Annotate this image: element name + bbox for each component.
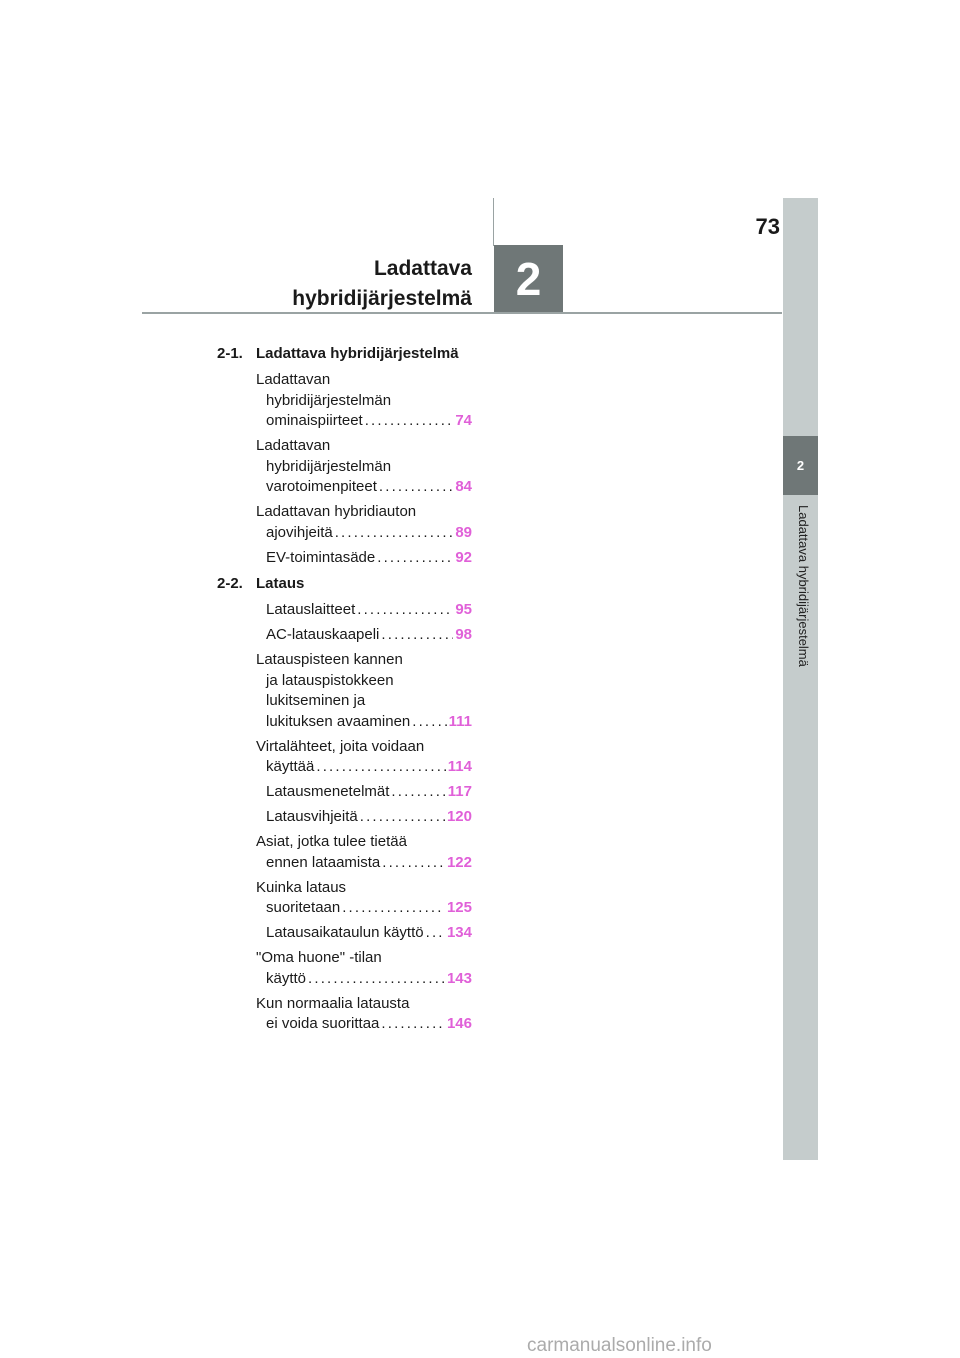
dot-leader [308,969,445,990]
toc-entry-title: Latauslaitteet [266,601,356,618]
toc-entry-line: Kun normaalia latausta [256,994,410,1012]
toc-page-link[interactable]: 120 [446,808,472,825]
toc-entry-line: lukitseminen ja [266,692,366,709]
toc-section-heading [217,344,472,364]
toc-entry-title: käyttö [266,969,307,987]
toc-entry-line: Ladattavan [256,437,331,454]
toc-entry[interactable] [256,878,472,919]
toc-entry-leader-line [266,477,472,498]
toc-page-link[interactable]: 125 [446,899,472,916]
table-of-contents [217,344,472,1041]
header-vertical-divider [493,198,494,246]
toc-page-link[interactable]: 143 [446,969,472,987]
toc-entry-title: ennen lataamista [266,853,381,871]
toc-entry-line: Kuinka lataus [256,878,347,896]
toc-entry-title: käyttää [266,758,315,775]
toc-entry-leader-line [266,411,472,432]
dot-leader [377,548,453,569]
toc-section-title: Lataus [256,575,305,592]
toc-entry-line: Asiat, jotka tulee tietää [256,833,407,850]
dot-leader [357,600,453,621]
toc-entry-leader-line [266,969,472,990]
toc-entry-leader-line [266,923,472,944]
toc-entry-title: EV-toimintasäde [266,548,376,566]
toc-entry-leader-line [266,600,472,621]
toc-entry[interactable] [256,370,472,432]
chapter-title [200,254,472,314]
toc-entry[interactable] [256,923,472,944]
toc-section [217,574,472,1035]
toc-page-link[interactable]: 89 [455,523,472,541]
toc-entry-line: hybridijärjestelmän [266,457,392,475]
side-chapter-label: Ladattava hybridijärjestelmä [796,505,811,667]
toc-entry-line: Latauspisteen kannen [256,651,403,668]
toc-entry-title: Latausmenetelmät [266,783,390,800]
toc-section-number: 2-1. [217,345,243,362]
toc-entry-line: Ladattavan [256,371,331,388]
toc-section [217,344,472,568]
toc-entry[interactable] [256,737,472,778]
toc-page-link[interactable]: 111 [448,712,472,730]
dot-leader [316,757,445,778]
toc-page-link[interactable]: 74 [455,412,472,429]
toc-entry[interactable] [256,600,472,621]
page-number: 73 [755,214,780,239]
toc-entry[interactable] [256,548,472,569]
toc-section-number: 2-2. [217,575,243,592]
toc-entry-leader-line [266,625,472,646]
toc-entry-leader-line [266,1014,472,1035]
dot-leader [382,853,445,874]
dot-leader [381,1014,445,1035]
toc-entry-title: varotoimenpiteet [266,478,377,495]
dot-leader [412,712,446,733]
dot-leader [360,807,445,828]
toc-entry-leader-line [266,548,472,569]
watermark: carmanualsonline.info [527,1335,712,1356]
toc-entry[interactable] [256,782,472,803]
toc-entry-title: ei voida suorittaa [266,1015,380,1032]
toc-entry-leader-line [266,757,472,778]
toc-entry-title: Latausvihjeitä [266,808,358,825]
toc-entry-line: "Oma huone" -tilan [256,949,382,966]
dot-leader [335,523,454,544]
dot-leader [391,782,445,803]
chapter-title-line1: Ladattava [373,257,472,280]
toc-page-link[interactable]: 98 [455,626,472,643]
toc-entry[interactable] [256,832,472,873]
dot-leader [381,625,453,646]
toc-page-link[interactable]: 84 [455,478,472,495]
toc-page-link[interactable]: 92 [455,548,472,566]
dot-leader [365,411,454,432]
dot-leader [379,477,453,498]
toc-page-link[interactable]: 117 [447,783,472,800]
dot-leader [426,923,445,944]
toc-page-link[interactable]: 122 [446,853,472,871]
toc-entry-title: Latausaikataulun käyttö [266,924,424,941]
toc-entry-line: Ladattavan hybridiauton [256,503,417,520]
toc-page-link[interactable]: 146 [446,1015,472,1032]
toc-page-link[interactable]: 134 [446,924,472,941]
toc-entry-title: ominaispiirteet [266,412,363,429]
toc-entry[interactable] [256,625,472,646]
toc-entry-line: hybridijärjestelmän [266,391,392,409]
header-divider [142,312,782,314]
toc-entry-line: Virtalähteet, joita voidaan [256,737,425,755]
toc-page-link[interactable]: 114 [447,758,472,775]
toc-entry-line: ja latauspistokkeen [266,671,394,689]
toc-entry-leader-line [266,782,472,803]
toc-entry[interactable] [256,502,472,543]
dot-leader [342,898,445,919]
toc-entry-title: ajovihjeitä [266,523,333,541]
toc-entry[interactable] [256,948,472,989]
chapter-title-line2: hybridijärjestelmä [292,287,472,310]
toc-page-link[interactable]: 95 [455,601,472,618]
toc-entry-title: suoritetaan [266,899,341,916]
toc-section-heading [217,574,472,594]
toc-section-title: Ladattava hybridijärjestelmä [256,345,459,362]
toc-entry[interactable] [256,436,472,498]
toc-entry-title: AC-latauskaapeli [266,626,380,643]
toc-entry-leader-line [266,807,472,828]
toc-entry[interactable] [256,807,472,828]
toc-entry-leader-line [266,853,472,874]
toc-entry-leader-line [266,523,472,544]
chapter-number-box: 2 [494,245,563,313]
toc-entry-title: lukituksen avaaminen [266,712,411,730]
toc-entry-leader-line [266,898,472,919]
toc-entry[interactable] [256,994,472,1035]
side-chapter-tab[interactable]: 2 [783,436,818,495]
toc-entry-leader-line [266,712,472,733]
toc-entry[interactable] [256,650,472,732]
